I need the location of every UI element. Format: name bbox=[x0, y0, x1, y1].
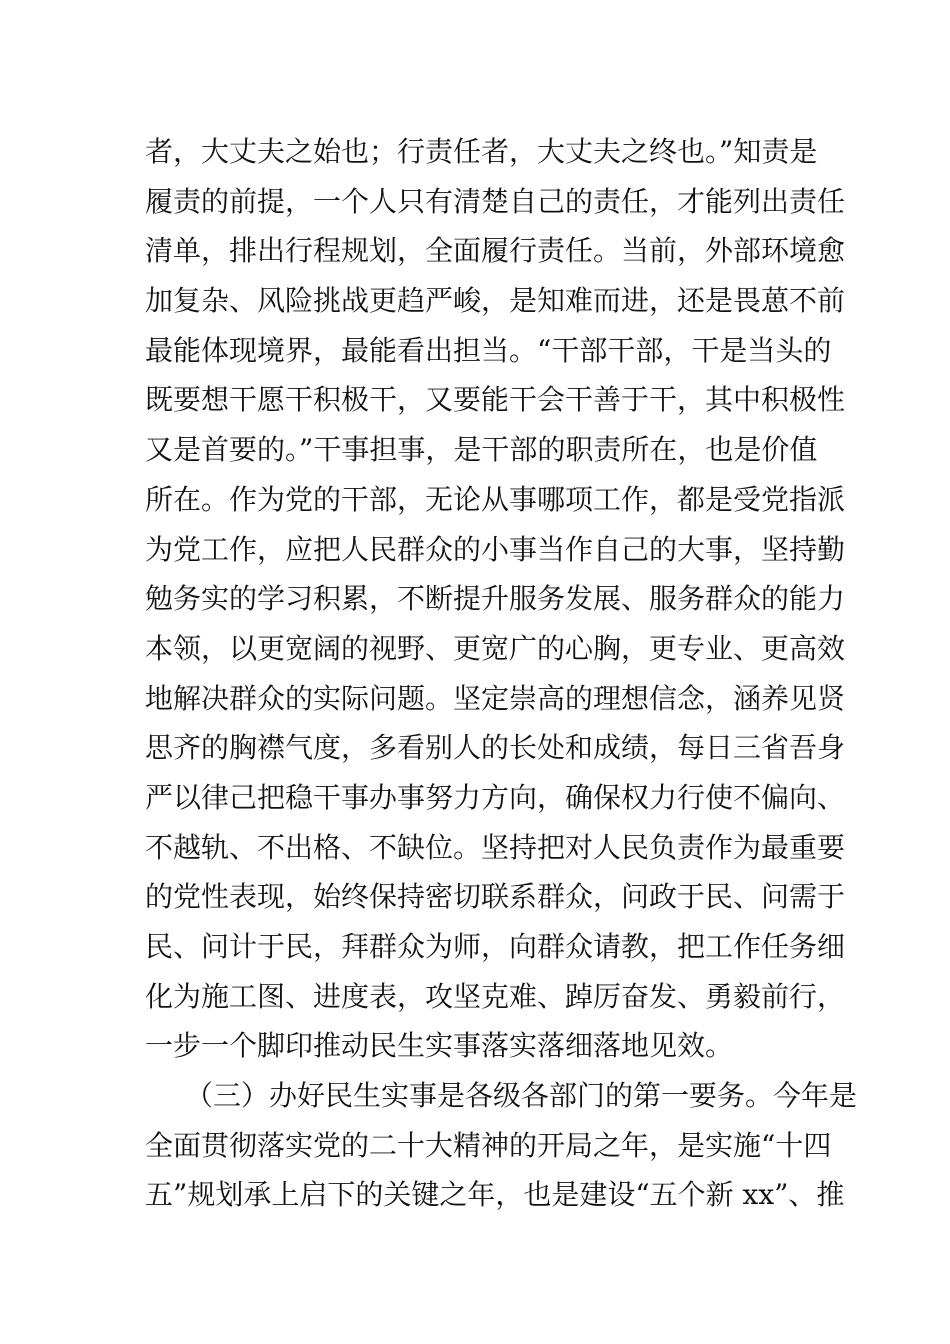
text-line: 加复杂、风险挑战更趋严峻，是知难而进，还是畏葸不前 bbox=[145, 284, 846, 318]
text-line: 严以律己把稳干事办事努力方向，确保权力行使不偏向、 bbox=[145, 780, 846, 814]
text-line: 勉务实的学习积累，不断提升服务发展、服务群众的能力 bbox=[145, 582, 846, 616]
text-line: 最能体现境界，最能看出担当。“干部干部，干是当头的 bbox=[145, 333, 832, 367]
paragraph-1 bbox=[145, 127, 846, 1071]
text-line: 民、问计于民，拜群众为师，向群众请教，把工作任务细 bbox=[145, 930, 846, 963]
text-line: 全面贯彻落实党的二十大精神的开局之年，是实施“十四 bbox=[145, 1128, 832, 1162]
text-line: 所在。作为党的干部，无论从事哪项工作，都是受党指派 bbox=[145, 482, 846, 516]
text-line: 本领，以更宽阔的视野、更宽广的心胸，更专业、更高效 bbox=[145, 631, 846, 665]
text-line: 又是首要的。”干事担事，是干部的职责所在，也是价值 bbox=[145, 433, 818, 467]
text-line: 的党性表现，始终保持密切联系群众，问政于民、问需于 bbox=[145, 880, 846, 914]
text-line: 者，大丈夫之始也；行责任者，大丈夫之终也。”知责是 bbox=[145, 135, 818, 168]
text-line: 履责的前提，一个人只有清楚自己的责任，才能列出责任 bbox=[145, 184, 846, 218]
text-line: 不越轨、不出格、不缺位。坚持把对人民负责作为最重要 bbox=[145, 830, 846, 864]
text-line: 地解决群众的实际问题。坚定崇高的理想信念，涵养见贤 bbox=[145, 681, 846, 715]
text-line: 既要想干愿干积极干，又要能干会干善于干，其中积极性 bbox=[145, 383, 846, 417]
text-line: 清单，排出行程规划，全面履行责任。当前，外部环境愈 bbox=[145, 234, 846, 268]
paragraph-2 bbox=[145, 1071, 858, 1220]
text-line: 为党工作，应把人民群众的小事当作自己的大事，坚持勤 bbox=[145, 532, 846, 566]
text-line: 五”规划承上启下的关键之年，也是建设“五个新 xx”、推 bbox=[145, 1178, 845, 1212]
text-line: 一步一个脚印推动民生实事落实落细落地见效。 bbox=[145, 1029, 734, 1063]
text-line: 化为施工图、进度表，攻坚克难、踔厉奋发、勇毅前行， bbox=[145, 979, 846, 1013]
document-body bbox=[145, 127, 858, 1220]
section-heading-line: （三）办好民生实事是各级各部门的第一要务。今年是 bbox=[185, 1079, 858, 1113]
text-line: 思齐的胸襟气度，多看别人的长处和成绩，每日三省吾身 bbox=[145, 731, 846, 765]
